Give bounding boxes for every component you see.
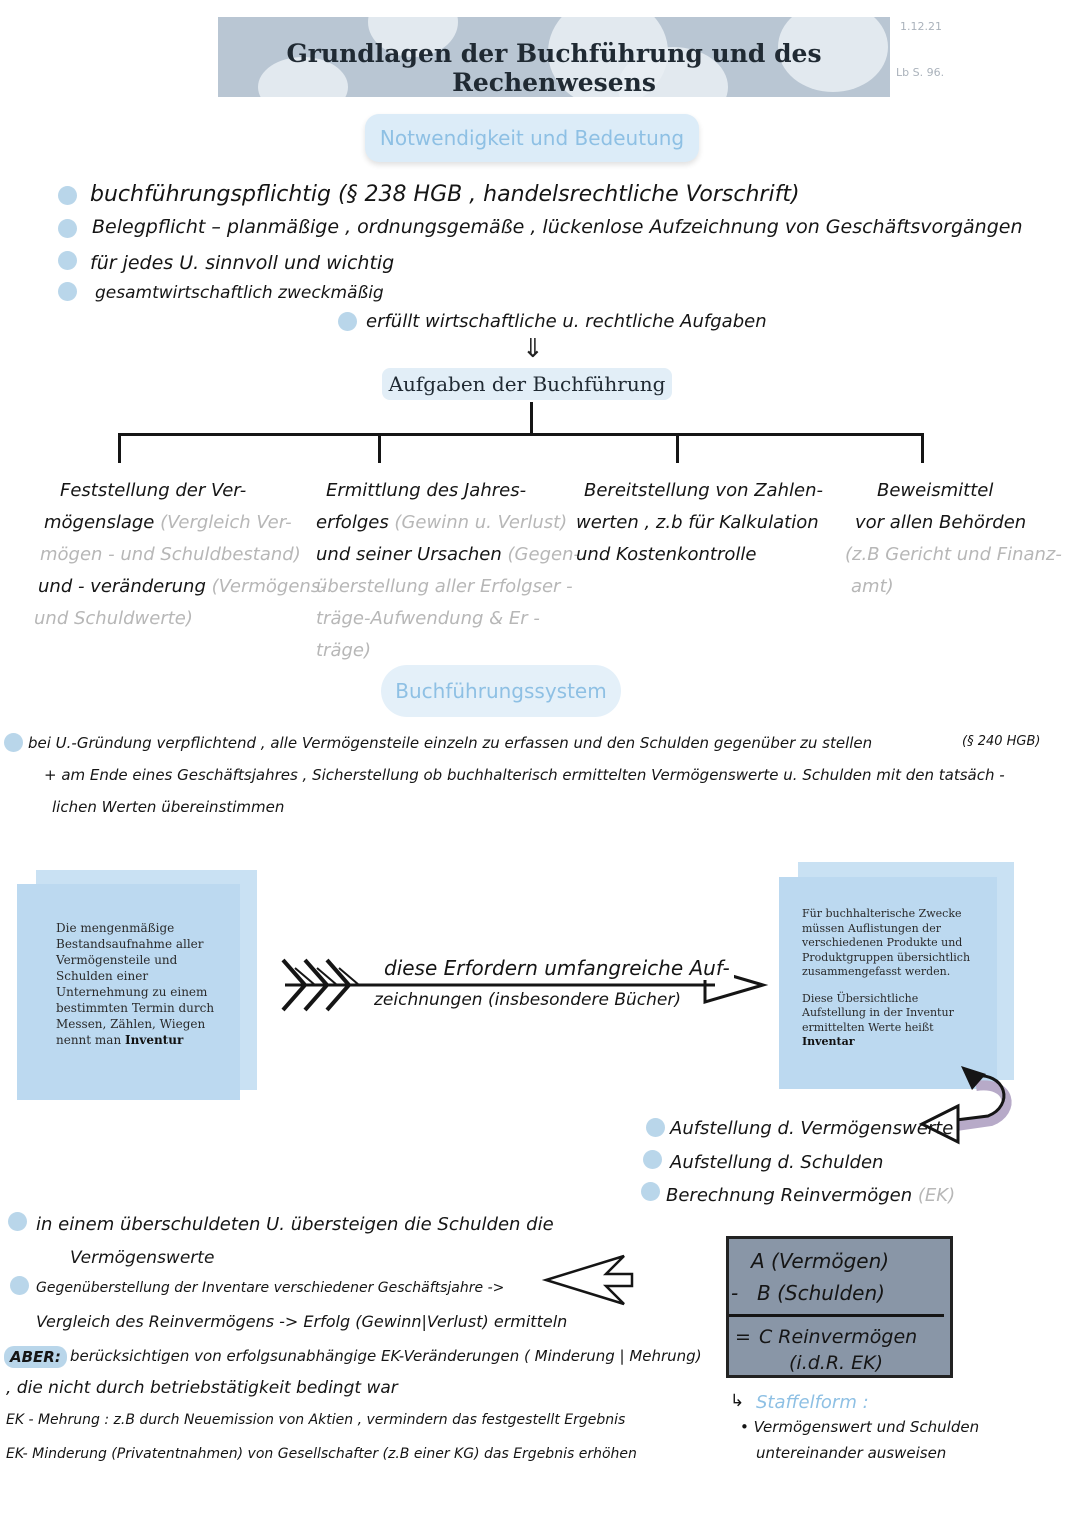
conclusion-text: erfüllt wirtschaftliche u. rechtliche Aufgaben [366,311,767,332]
inventar-card: Für buchhalterische Zwecke müssen Auflistungen der verschiedenen Produkte und Produktgruppen übersichtlich zusammengefasst werden. Diese Übersichtliche Aufstellung in der Inventur ermittelten Werte heißt Inventar [779,877,997,1089]
section-heading-notwendigkeit: Notwendigkeit und Bedeutung [365,114,699,162]
bullet-dot [8,1212,27,1231]
bullet-text: gesamtwirtschaftlich zweckmäßig [95,283,384,303]
tree-connector [921,433,924,463]
bullet-dot [4,733,23,752]
formula-box: A (Vermögen) - B (Schulden) = C Reinvermögen (i.d.R. EK) [726,1236,953,1378]
task-zahlenwerte: Bereitstellung von Zahlen- werten , z.b für Kalkulation und Kostenkontrolle [576,480,823,565]
aber-badge: ABER: [4,1346,67,1368]
tasks-title: Aufgaben der Buchführung [382,368,672,400]
system-text-line1: bei U.-Gründung verpflichtend , alle Vermögensteile einzeln zu erfassen und den Schulden gegenüber zu stellen [28,734,873,752]
task-vermoegenslage: Feststellung der Ver- mögenslage (Vergleich Ver- mögen - und Schuldbestand) und - veränderung (Vermögens- und Schuldwerte) [34,480,327,629]
ek-mehrung-text: EK - Mehrung : z.B durch Neuemission von Aktien , vermindern das festgestellt Ergebnis [6,1412,626,1428]
bottom-text: Gegenüberstellung der Inventare verschiedener Geschäftsjahre -> [36,1280,505,1296]
arrow-text-line1: diese Erfordern umfangreiche Auf- [380,956,734,980]
page-ref-note: Lb S. 96. [896,66,945,79]
tree-connector [378,433,381,463]
bottom-text: Vermögenswerte [70,1248,215,1268]
bullet-dot [58,186,77,205]
page-title: Grundlagen der Buchführung und des Rechenwesens [286,39,822,97]
tree-connector [118,433,121,463]
staffel-text-line1: • Vermögenswert und Schulden [740,1418,980,1436]
system-ref: (§ 240 HGB) [962,734,1041,749]
inventur-card: Die mengenmäßige Bestandsaufnahme aller Vermögensteile und Schulden einer Unternehmung zu einem bestimmten Termin durch Messen, Zählen, Wiegen nennt man Inventur [17,884,240,1100]
curved-arrow-icon [916,1056,1026,1156]
down-arrow-icon: ⇓ [522,334,544,364]
system-text-line2: + am Ende eines Geschäftsjahres , Sicherstellung ob buchhalterisch ermittelten Vermögenswerte u. Schulden mit den tatsäch - [44,766,1005,784]
bullet-text: für jedes U. sinnvoll und wichtig [90,252,395,274]
arrow-text-line2: zeichnungen (insbesondere Bücher) [374,990,681,1010]
date-note: 1.12.21 [900,20,942,33]
bullet-dot [10,1276,29,1295]
title-banner [218,17,890,97]
task-jahreserfolg: Ermittlung des Jahres- erfolges (Gewinn u. Verlust) und seiner Ursachen (Gegen- überstellung aller Erfolgser - träge-Aufwendung & Er - träge) [316,480,580,661]
tree-connector [676,433,679,463]
bullet-text: Belegpflicht – planmäßige , ordnungsgemäße , lückenlose Aufzeichnung von Geschäftsvorgängen [92,216,1023,238]
bottom-text: Vergleich des Reinvermögens -> Erfolg (Gewinn|Verlust) ermitteln [36,1312,568,1331]
tree-connector [530,402,533,434]
left-arrow-icon [536,1252,636,1308]
bullet-dot [646,1118,665,1137]
bottom-text: , die nicht durch betriebstätigkeit bedingt war [6,1378,398,1398]
staffel-text-line2: untereinander ausweisen [756,1444,947,1462]
task-beweismittel: Beweismittel vor allen Behörden (z.B Gericht und Finanz- amt) [845,480,1062,597]
tree-connector [118,433,924,436]
bullet-text: buchführungspflichtig (§ 238 HGB , handelsrechtliche Vorschrift) [90,182,800,207]
bottom-text: in einem überschuldeten U. übersteigen die Schulden die [36,1214,554,1235]
bullet-dot [641,1182,660,1201]
bullet-dot [338,312,357,331]
bullet-dot [58,251,77,270]
inventar-bullet: Aufstellung d. Vermögenswerte [670,1118,954,1139]
bullet-dot [58,219,77,238]
bottom-text: berücksichtigen von erfolgsunabhängige EK-Veränderungen ( Minderung | Mehrung) [70,1347,702,1365]
bullet-dot [58,282,77,301]
bullet-dot [643,1150,662,1169]
inventar-bullet: Aufstellung d. Schulden [670,1152,884,1173]
staffel-arrow-icon: ↳ [730,1391,745,1411]
staffel-label: Staffelform : [756,1392,869,1413]
section-heading-buchfuehrungssystem: Buchführungssystem [381,665,621,717]
ek-minderung-text: EK- Minderung (Privatentnahmen) von Gesellschafter (z.B einer KG) das Ergebnis erhöhen [6,1446,637,1462]
system-text-line3: lichen Werten übereinstimmen [52,798,285,816]
inventar-bullet: Berechnung Reinvermögen (EK) [666,1185,956,1206]
